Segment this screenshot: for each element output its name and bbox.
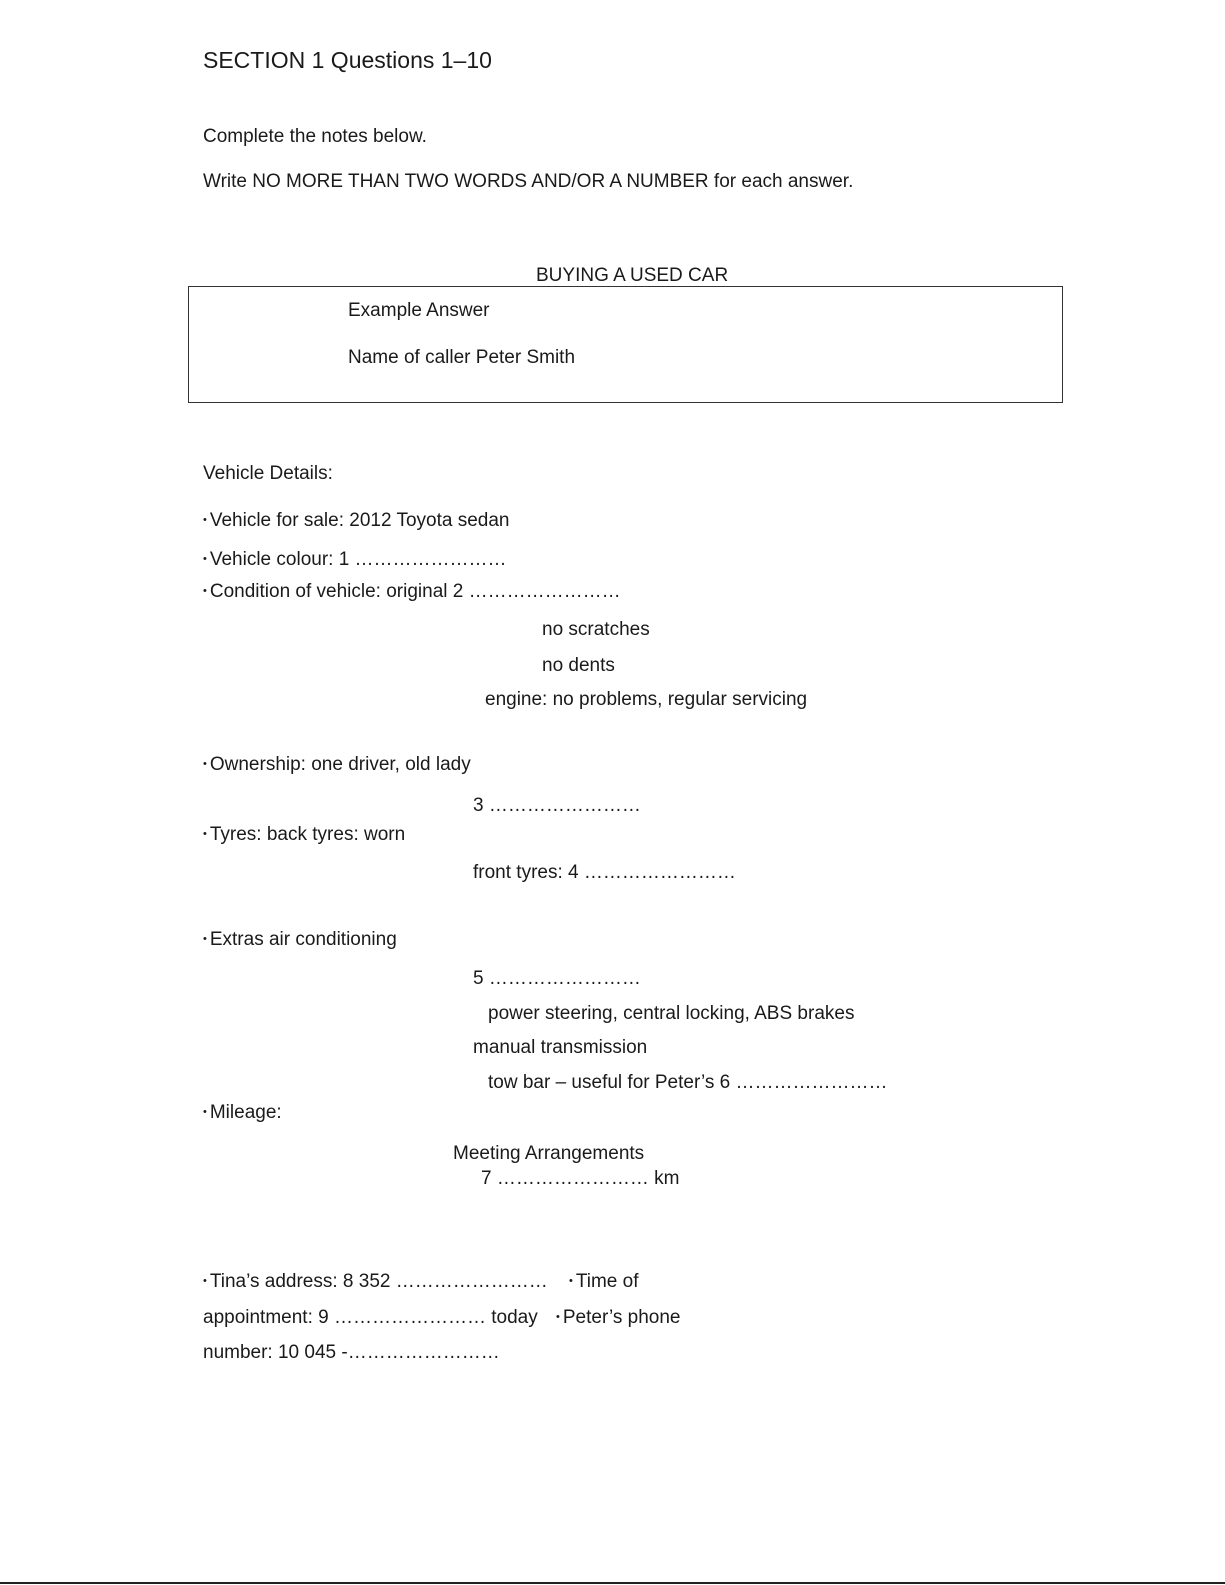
peters-phone-label: • Peter’s phone	[556, 1307, 680, 1331]
mileage: • Mileage:	[203, 1102, 282, 1126]
appointment-q9: appointment: 9 …………………… today	[203, 1307, 538, 1328]
instruction-word-limit: Write NO MORE THAN TWO WORDS AND/OR A NUMBER for each answer.	[203, 171, 854, 192]
no-scratches: no scratches	[542, 619, 650, 640]
vehicle-for-sale: • Vehicle for sale: 2012 Toyota sedan	[203, 510, 510, 534]
ownership: • Ownership: one driver, old lady	[203, 754, 471, 778]
time-of-label: • Time of	[569, 1271, 639, 1295]
example-caller-name: Name of caller Peter Smith	[348, 347, 576, 368]
example-box	[188, 286, 1063, 403]
vehicle-details-heading: Vehicle Details:	[203, 463, 333, 484]
meeting-arrangements-heading: Meeting Arrangements	[453, 1143, 645, 1164]
address-q8: • Tina’s address: 8 352 ……………………	[203, 1271, 548, 1295]
mileage-q7: 7 …………………… km	[481, 1168, 680, 1189]
ownership-q3: 3 ……………………	[473, 795, 641, 816]
page-bottom-rule	[0, 1582, 1225, 1584]
phone-number-q10: number: 10 045 -……………………	[203, 1342, 500, 1363]
power-steering: power steering, central locking, ABS brakes	[488, 1003, 855, 1024]
tow-bar-q6: tow bar – useful for Peter’s 6 ……………………	[488, 1072, 888, 1093]
condition-q2: • Condition of vehicle: original 2 ……………………	[203, 581, 621, 605]
no-dents: no dents	[542, 655, 615, 676]
tyres-back: • Tyres: back tyres: worn	[203, 824, 405, 848]
engine-note: engine: no problems, regular servicing	[485, 689, 808, 710]
manual-transmission: manual transmission	[473, 1037, 648, 1058]
vehicle-colour-q1: • Vehicle colour: 1 ……………………	[203, 549, 507, 573]
extras: • Extras air conditioning	[203, 929, 397, 953]
example-heading: Example Answer	[348, 300, 490, 321]
section-title: SECTION 1 Questions 1–10	[203, 47, 492, 73]
notes-title: BUYING A USED CAR	[536, 265, 729, 286]
extras-q5: 5 ……………………	[473, 968, 641, 989]
front-tyres-q4: front tyres: 4 ……………………	[473, 862, 736, 883]
instruction-complete: Complete the notes below.	[203, 126, 427, 147]
